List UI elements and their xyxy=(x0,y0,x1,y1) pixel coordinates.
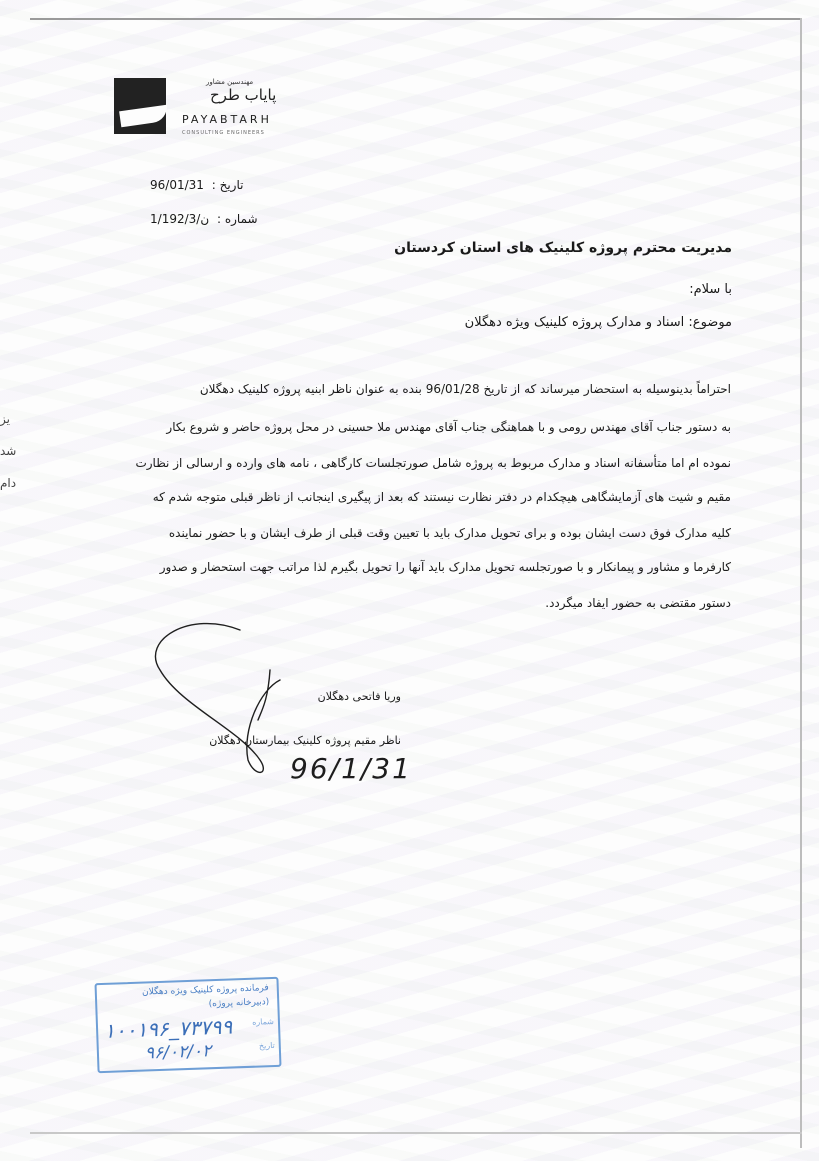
stamp-number: ۱۰۰۱۹۶_۷۳۷۹۹ xyxy=(103,1014,233,1043)
body-line: کارفرما و مشاور و پیمانکار و با صورتجلسه تحویل مدارک باید آنها را تحویل بگیرم لذا مراتب جهت استحضار و صدور xyxy=(159,560,731,574)
signatory-name: وریا فاتحی دهگلان xyxy=(317,690,401,703)
scan-edge-top xyxy=(30,18,802,20)
stamp-number-label: شماره xyxy=(251,1017,275,1027)
number-value: 1/ن/192/3 xyxy=(150,212,210,226)
signatory-title: ناظر مقیم پروژه کلینیک بیمارستان دهگلان xyxy=(209,734,401,747)
logo-company-name-fa: پایاب طرح xyxy=(210,86,277,104)
registration-stamp xyxy=(94,977,281,1073)
body-line: نموده ام اما متأسفانه اسناد و مدارک مربوط به پروژه شامل صورتجلسات کارگاهی ، نامه های وارده و ارسالی از نظارت xyxy=(135,456,731,470)
logo-company-name-en: PAYABTARH xyxy=(182,113,272,126)
margin-fragment: یز xyxy=(0,412,10,426)
salutation: با سلام: xyxy=(689,282,732,297)
stamp-date: ۹۶/۰۲/۰۲ xyxy=(144,1041,212,1064)
body-line: دستور مقتضی به حضور ایفاد میگردد. xyxy=(545,596,731,610)
body-line: مقیم و شیت های آزمایشگاهی هیچکدام در دفتر نظارت نیستند که بعد از پیگیری اینجانب از ناظر قبلی متوجه شدم که xyxy=(152,490,731,504)
stamp-date-label: تاریخ xyxy=(258,1040,275,1051)
subject-line: موضوع: اسناد و مدارک پروژه کلینیک ویژه دهگلان xyxy=(464,315,732,330)
scan-edge-right xyxy=(800,18,802,1148)
handwritten-date: 96/1/31 xyxy=(290,752,412,785)
letter-date xyxy=(150,178,243,192)
letter-number xyxy=(150,212,258,226)
margin-fragment: شد xyxy=(0,444,17,458)
stamp-line-2: (دبیرخانه پروژه) xyxy=(208,997,270,1010)
company-logo xyxy=(114,78,294,140)
logo-company-subtitle: CONSULTING ENGINEERS xyxy=(182,130,265,136)
date-label: تاریخ : xyxy=(211,178,244,192)
body-line: کلیه مدارک فوق دست ایشان بوده و برای تحویل مدارک باید با تعیین وقت قبلی از طرف ایشان و با حضور نماینده xyxy=(168,526,731,540)
number-label: شماره : xyxy=(216,212,258,226)
logo-company-type: مهندسین مشاور xyxy=(206,78,254,86)
stamp-line-1: فرمانده پروژه کلینیک ویژه دهگلان xyxy=(141,983,269,998)
addressee: مدیریت محترم پروژه کلینیک های استان کردستان xyxy=(394,240,732,256)
scan-edge-bottom xyxy=(30,1132,802,1134)
margin-fragment: دام xyxy=(0,476,17,490)
body-line: احتراماً بدینوسیله به استحضار میرساند که از تاریخ 96/01/28 بنده به عنوان ناظر ابنیه پروژه کلینیک دهگلان xyxy=(199,382,731,396)
logo-mark-icon xyxy=(114,78,166,134)
date-value: 96/01/31 xyxy=(150,178,204,192)
body-line: به دستور جناب آقای مهندس رومی و با هماهنگی جناب آقای مهندس ملا حسینی در محل پروژه حاضر و شروع بکار xyxy=(166,420,731,434)
